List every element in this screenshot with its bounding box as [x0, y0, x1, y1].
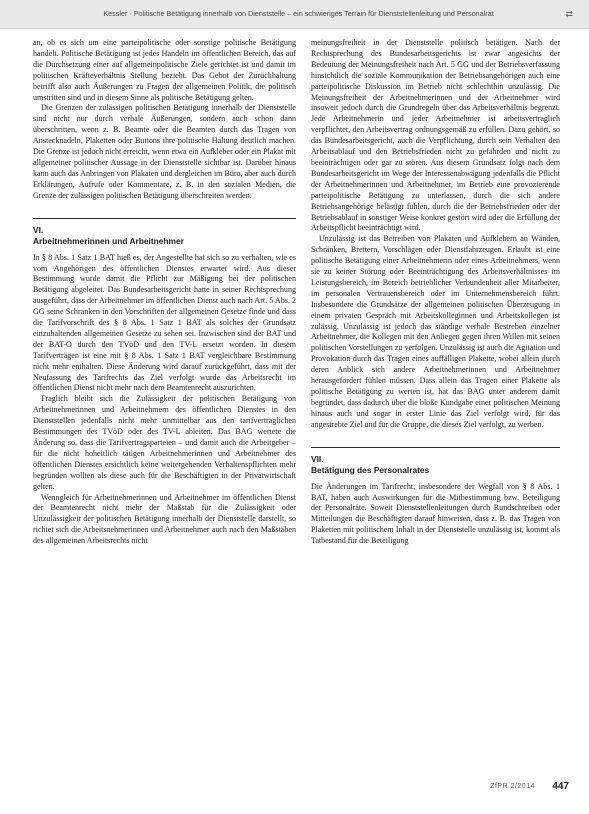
- paragraph: In § 8 Abs. 1 Satz 1 BAT hieß es, der Angestellte hat sich so zu verhalten, wie es vom Angehörigen des öffentlichen Dienstes erwartet wird. Aus dieser Bestimmung wurde damit die Pflicht zur Mäßigung bei der politischen Betätigung abgeleitet. Das Bundesarbeitsgericht hatte in seiner Rechtsprechung ausgeführt, dass der Arbeitnehmer im öffentlichen Dienst auch nach Art. 5 Abs. 2 GG seine Schranken in den Vorschriften der allgemeinen Gesetze finde und dass die Tarifvorschrift des § 8 Abs. 1 Satz 1 BAT als solches der Grundsatz einzuhaltenden allgemeinen Gesetze zu sehen sei. Inzwischen sind der BAT und der BAT-O durch den TVöD und den TV-L ersetzt worden. In diesem Tarifverträgen ist eine mit § 8 Abs. 1 Satz 1 BAT vergleichbare Bestimmung nicht mehr enthalten. Diese Änderung wird darauf zurückgeführt, dass mit der Neufassung des Tarifrechts das Ziel verfolgt wurde das Arbeitsrecht im öffentlichen Dienst nicht mehr nach dem Beamtenrecht auszurichten.: [33, 252, 296, 393]
- paragraph: Die Grenzen der zulässigen politischen Betätigung innerhalb der Dienststelle sind nicht nur durch verbale Äußerungen, sondern auch schon dann überschritten, wenn z. B. Beamte oder die Beamten durch das Tragen von Anstecknadeln, Plaketten oder Buttons ihre politische Haltung deutlich machen. Die Grenze ist jedoch nicht erreicht, wenn etwa ein Aufkleber oder ein Plakat mit allgemeiner politischer Aussage in der Dienststelle sichtbar ist. Darüber hinaus kann auch das Anbringen von Plakaten und dergleichen im Büro, aber auch durch Erklärungen, Aufrufe oder Kommentare, z. B. in den sozialen Medien, die Grenze der zulässigen politischen Betätigung überschreiten werden.: [33, 103, 296, 200]
- page-footer: [0, 778, 589, 798]
- section-heading-vii: [311, 447, 560, 476]
- section-number: VII.: [311, 453, 324, 464]
- paragraph: an, ob es sich um eine parteipolitische oder sonstige politische Betätigung handelt. Politische Betätigung ist jedes Handeln im öffentlichen Bereich, das auf die Durchsetzung einer auf allgemeinpolitische Ziele gerichtet ist und damit im politischen Kräfteverhältnis Stellung bezieht. Das Gebot der Zurückhaltung betrifft also auch Äußerungen zu Fragen der allgemeinen Politik, die politisch umstritten sind und in diesem Sinne als politische Betätigung gelten.: [33, 38, 296, 102]
- page-number: 447: [552, 781, 569, 792]
- share-icon[interactable]: ⇄: [565, 9, 573, 19]
- section-title: Betätigung des Personalrates: [311, 464, 430, 475]
- issue-label: ZfPR 2/2014: [490, 783, 535, 790]
- section-number: VI.: [33, 224, 44, 235]
- running-header: [0, 0, 589, 29]
- paragraph: Unzulässig ist das Betreiben von Plakaten und Aufklebern an Wänden, Schränken, Brettern, Vorschlägen oder Dienstfahrzeugen. Erlaubt ist eine politische Betätigung einer Arbeitnehmerin oder eines Arbeitnehmers, wenn sie zu keiner Störung oder Beeinträchtigung des Arbeitsverhältnisses im Leistungsbereich, im Bereich betrieblicher Verbundenheit aller Mitarbeiter, im personalen Vertrauensbereich oder im Unternehmensbereich führt. Insbesondere die Grundsätze der allgemeinen politischen Überzeugung in einem privaten Gespräch mit Arbeitskolleginnen und Arbeitskollegen ist zulässig. Unzulässig ist jedoch das ständige verbale Bestreben einzelner Arbeitnehmer, die Kollegen mit den Anliegen gegen ihren Willen mit seinen politischen Vorstellungen zu verfolgen. Unzulässig ist auch die Agitation und Provokation durch das Tragen eines auffälligen Plakette, wobei allein durch deren Anblick sich andere Arbeitnehmerinnen und Arbeitnehmer herausgefordert fühlen müssen. Dass allein das Tragen einer Plakette als politische Betätigung zu werten ist, hat das BAG unter anderem damit begründet, dass dadurch über die bloße Kundgabe einer politischen Meinung hinaus auch und sogar in erster Linie das Ziel verfolgt wird, für das angestrebte Ziel und für die Gruppe, die dieses Ziel verfolgt, zu werben.: [311, 234, 560, 429]
- paragraph: Fraglich bleibt sich die Zulässigkeit der politischen Betätigung von Arbeitnehmerinnen und Arbeitnehmern des öffentlichen Dienstes in den Dienststellen jedenfalls nicht mehr unmittelbar aus den tarifvertraglichen Bestimmungen des TVöD oder des TV-L ableiten. Das BAG wertete die Änderung so, dass die Tarifvertragsparteien – und damit auch die Arbeitgeber – für die nicht hoheitlich tätigen Arbeitnehmerinnen und Arbeitnehmer des öffentlichen Dienstes ersichtlich keine weitergehenden Verhaltenspflichten mehr begründen wollten als diese auch für die Beschäftigten in der Privatwirtschaft gelten.: [33, 394, 296, 491]
- paragraph: meinungsfreiheit in der Dienststelle politisch betätigen. Nach der Rechtsprechung des Bundesarbeitsgerichts ist zwar angesichts der Bedeutung der Meinungsfreiheit nach Art. 5 GG und der Betriebsverfassung hinsichtlich die soziale Kommunikation der Betriebsangehörigen auch eine parteipolitische Diskussion im Betrieb nicht schlechthin unzulässig. Die Meinungsfreiheit der Arbeitnehmerinnen und der Arbeitnehmer wird insoweit jedoch durch die Grundregeln über das Arbeitsverhältnis begrenzt. Jede Arbeitnehmerin und jeder Arbeitnehmer ist arbeitsvertraglich verpflichtet, den Arbeitsvertrag ordnungsgemäß zu erfüllen. Dazu gehört, so das Bundesarbeitsgericht, auch die Verpflichtung, durch sein Verhalten den Arbeitsablauf und den Betriebsfrieden nicht zu gefährden und nicht zu beeinträchtigen oder gar zu stören. Aus diesem Grundsatz folgt nach dem Bundesarbeitsgericht im Wege der Interessenabwägung jedenfalls die Pflicht der Arbeitnehmerinnen und Arbeitnehmer, im Betrieb eine provozierende parteipolitische Betätigung zu unterlassen, durch die sich andere Betriebsangehörige belästigt fühlen, durch die der Betriebsfrieden oder der Betriebsablauf in sonstiger Weise konkret gestört wird oder die Erfüllung der Arbeitspflicht beeinträchtigt wird.: [311, 38, 560, 233]
- paragraph: Die Änderungen im Tarifrecht, insbesondere der Wegfall von § 8 Abs. 1 BAT, haben auch Auswirkungen für die Mitbestimmung bzw. Beteiligung der Personalräte. Soweit Dienststellenleitungen durch Rundschreiben oder Mitteilungen die Beschäftigten darauf hinweisen, dass z. B. das Tragen von Plaketten mit politischem Inhalt in der Dienststelle unzulässig ist, kommt als Tatbestand für die Beteiligung: [311, 481, 560, 546]
- paragraph: Wenngleich für Arbeitnehmerinnen und Arbeitnehmer im öffentlichen Dienst der Beamtenrecht nicht mehr der Maßstab für die Zulässigkeit oder Unzulässigkeit der politischen Betätigung innerhalb der Dienststelle darstellt, so richtet sich die Arbeitsnehmerinnen und Arbeitnehmer auch nach den Maßstäben des allgemeinen Arbeitsrechts nicht: [33, 492, 296, 546]
- running-header-text: Kessler · Politische Betätigung innerhalb von Dienststelle – ein schwieriges Terrain für Dienststellenleitung und Personalrat: [103, 9, 494, 18]
- left-column: [33, 38, 296, 770]
- section-title: Arbeitnehmerinnen und Arbeitnehmer: [33, 235, 184, 246]
- right-column: [311, 38, 560, 770]
- section-heading-vi: [33, 218, 296, 247]
